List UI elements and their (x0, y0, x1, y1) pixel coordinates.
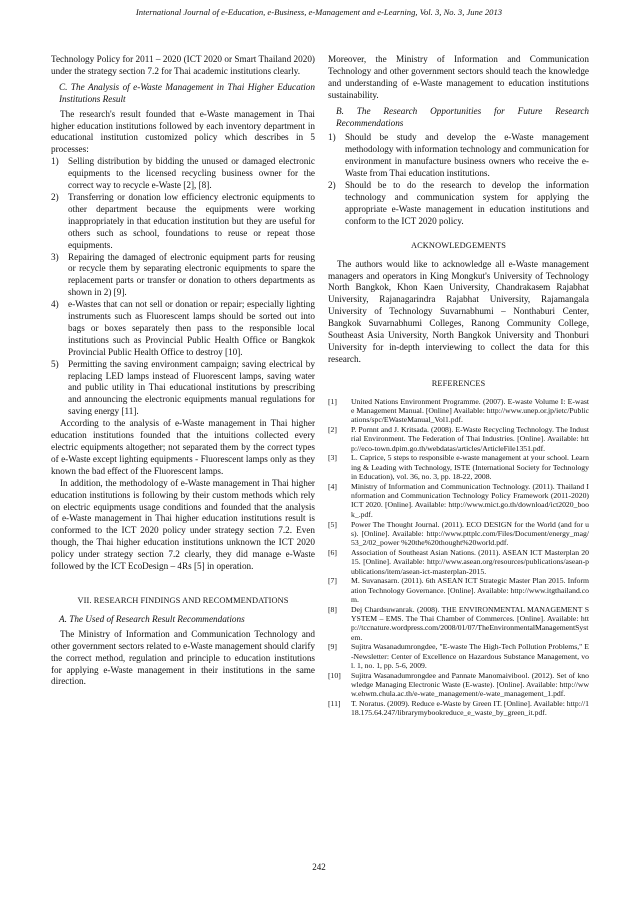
list-item (51, 299, 315, 359)
reference-number: [8] (328, 604, 337, 614)
list-item (51, 359, 315, 419)
reference-text: T. Noratus. (2009). Reduce e-Waste by Green IT. [Online]. Available: http://118.175.64.247/librarymybookreduce_e_waste_by_green_it.pdf. (351, 699, 589, 718)
list-item-text: Permitting the saving environment campaign; saving electrical by replacing LED lamps instead of Fluorescent lamps, saving water and public utility in Thai educational institutions by prescribing and announcing the electronic equipments manual regulations for saving energy [11]. (68, 358, 315, 417)
list-item-number: 1) (328, 132, 336, 143)
reference-text: United Nations Environment Programme. (2007). E-waste Volume I: E-waste Management Manual. [Online] Available: http://www.unep.or.jp/ietc/Publications/spc/EWasteManual_Vol1.pdf. (351, 396, 589, 425)
reference-text: Sujitra Wasanadumrongdee, "E-waste The High-Tech Pollution Problems," E-Newsletter: Center of Excellence on Hazardous Substance Management, vol. 1, no. 1, pp. 5-6, 2009. (351, 642, 589, 670)
reference-text: Sujitra Wasanadumrongdee and Pannate Manomaivibool. (2012). Set of knowledge Managing Electronic Waste (E-waste). [Online]. Available: http://www.ehwm.chula.ac.th/e-wate_management/e-wate_management_1.pdf. (351, 670, 589, 699)
paragraph: The research's result founded that e-Waste management in Thai higher education institutions followed by each inventory department in educational institution customized policy which describes in 5 processes: (51, 108, 315, 155)
references-heading: REFERENCES (431, 378, 486, 388)
intro-paragraph: Technology Policy for 2011 – 2020 (ICT 2020 or Smart Thailand 2020) under the strategy section 7.2 for Thai academic institutions clearly. (51, 54, 315, 76)
acknowledgements-paragraph: The authors would like to acknowledge all e-Waste management managers and operators in King Mongkut's University of Technology North Bangkok, Khon Kaen University, Chandrakasem Rajabhat University, Rajanagarindra Rajabhat University, Rajamangala University of Technology Suvarnabhumi – Nonthaburi Center, Bangkok Suvarnabhumi Colleges, Ranong Community College, Southeast Asia University, North Bangkok University and Thonburi University for in-depth interviewing to collect the data for this research. (328, 258, 589, 364)
list-item (51, 192, 315, 252)
reference-item (328, 576, 589, 604)
reference-number: [3] (328, 453, 337, 463)
reference-number: [6] (328, 547, 337, 557)
list-item-text: Should be to do the research to develop the information technology and communication system for applying the appropriate e-Waste management in education institutions and conform to the ICT 2020 policy. (345, 180, 589, 226)
reference-item (328, 671, 589, 699)
journal-header: International Journal of e-Education, e-Business, e-Management and e-Learning, Vol. 3, No. 3, June 2013 (135, 7, 503, 17)
reference-number: [10] (328, 670, 341, 680)
list-item-number: 3) (51, 251, 59, 262)
reference-item (328, 605, 589, 642)
reference-item (328, 520, 589, 548)
reference-text: P. Pornnt and J. Kritsada. (2008). E-Waste Recycling Technology. The Industrial Environment. The Federation of Thai Industries. [Online]. Available: http://eco-town.dpim.go.th/webdatas/articles/ArticleFile1351.pdf. (351, 425, 589, 453)
list-item-number: 1) (51, 156, 59, 167)
section-vii-heading: VII. RESEARCH FINDINGS AND RECOMMENDATIONS (77, 595, 289, 605)
reference-number: [7] (328, 576, 337, 586)
reference-number: [9] (328, 642, 337, 652)
reference-text: Association of Southeast Asian Nations. (2011). ASEAN ICT Masterplan 2015. [Online]. Available: http://www.asean.org/resources/publications/asean-publications/item/asean-ict-masterplan-2015. (351, 547, 589, 576)
left-column (51, 54, 315, 688)
paragraph: The Ministry of Information and Communication Technology and other government sectors related to e-Waste management should clarify the correct method, regulation and principle to education institutions for applying e-Waste management in their institutions in the same direction. (51, 628, 315, 687)
list-item-text: e-Wastes that can not sell or donation or repair; especially lighting instruments such as Fluorescent lamps should be sorted out into bags or boxes separately then pass to the responsible local institutions such as Provincial Public Health Office or Bangkok Provincial Public Health Office to destroy [10]. (68, 299, 315, 357)
reference-item (328, 548, 589, 576)
reference-text: Dej Chardsuwanrak. (2008). THE ENVIRONMENTAL MANAGEMENT SYSTEM – EMS. The Thai Chamber of Commerces. [Online]. Available: http://tccnature.wordpress.com/2008/01/07/TheEnvironmentalManagementSystem. (351, 604, 589, 642)
page-number: 242 (312, 862, 326, 872)
recommendation-list (328, 132, 589, 227)
reference-number: [2] (328, 425, 337, 435)
paragraph: According to the analysis of e-Waste management in Thai higher education institutions founded that the intuitions collected every electric equipments altogether; not separated them by the correct types of e-Waste except lighting equipments - Fluorescent lamps only as they known the bad effect of the Fluorescent lamps. (51, 418, 315, 476)
reference-text: Power The Thought Journal. (2011). ECO DESIGN for the World (and for us). [Online]. Available: http://www.pttplc.com/Files/Document/energy_mag/53_2/02_power %20the%20thought%20world.pdf. (351, 519, 589, 548)
reference-text: L. Caprice, 5 steps to responsible e-waste management at your school. Learning & Leading with Technology, ISTE (International Society for Technology in Education), vol. 36, no. 3, pp. 18-22, 2008. (351, 453, 589, 482)
reference-item (328, 699, 589, 718)
paragraph: In addition, the methodology of e-Waste management in Thai higher education institutions is following by their custom methods which rely on electric equipments usage conditions and founded that the analysis of e-Waste management in Thai higher education institutions result is conformed to the ICT 2020 policy under strategy section 7.2. Even though, the Thai higher education institutions unknown the ICT 2020 policy under strategy section 7.2 clearly, they did manage e-Waste followed by the ICT EcoDesign – 4Rs [5] in operation. (51, 477, 315, 572)
reference-number: [1] (328, 396, 337, 406)
reference-item (328, 482, 589, 519)
acknowledgements-heading: ACKNOWLEDGEMENTS (410, 240, 507, 250)
reference-number: [4] (328, 481, 337, 491)
list-item-number: 2) (328, 180, 336, 191)
list-item (51, 252, 315, 300)
reference-item (328, 642, 589, 670)
process-list (51, 156, 315, 418)
subsection-c-heading: C. The Analysis of e-Waste Management in Thai Higher Education Institutions Result (59, 81, 315, 104)
list-item-text: Transferring or donation low efficiency electronic equipments to other department because the equipments were working inappropriately in that education institution but they are useful for others such as school, foundations to reuse or repeat those equipments. (68, 191, 315, 250)
list-item (51, 156, 315, 192)
subsection-a-heading: A. The Used of Research Result Recommendations (59, 613, 245, 624)
list-item-text: Should be study and develop the e-Waste management methodology with information technology and communication for environment in manufacture business owners who receive the e-Waste from Thai education institutions. (345, 132, 589, 179)
reference-text: Ministry of Information and Communication Technology. (2011). Thailand Information and Communication Technology Policy Framework (2011-2020) ICT 2020. [Online]. Available: http://www.mict.go.th/download/ict2020_book_.pdf. (351, 481, 589, 519)
list-item-number: 5) (51, 358, 59, 369)
reference-number: [5] (328, 519, 337, 529)
reference-text: M. Suvanasarn. (2011). 6th ASEAN ICT Strategic Master Plan 2015. Information Technology Governance. [Online]. Available: http://www.itgthailand.com. (351, 576, 589, 604)
paragraph: Moreover, the Ministry of Information and Communication Technology and other government sectors should teach the knowledge and understanding of e-Waste management to education institutions sustainability. (328, 54, 589, 100)
list-item (328, 180, 589, 228)
list-item-text: Repairing the damaged of electronic equipment parts for reusing or recycle them by separating electronic equipments to spare the replacement parts or transfer or donation to others departments as shown in 2) [9]. (68, 251, 315, 298)
reference-item (328, 425, 589, 453)
list-item (328, 132, 589, 180)
list-item-text: Selling distribution by bidding the unused or damaged electronic equipments to the licensed recycling business owner for the correct way to recycle e-Waste [2], [8]. (68, 156, 315, 191)
right-column (328, 54, 589, 718)
reference-list (328, 397, 589, 718)
reference-item (328, 397, 589, 425)
list-item-number: 4) (51, 299, 59, 310)
reference-number: [11] (328, 699, 341, 709)
subsection-b-heading: B. The Research Opportunities for Future Research Recommendations (336, 105, 589, 128)
reference-item (328, 453, 589, 481)
list-item-number: 2) (51, 191, 59, 202)
